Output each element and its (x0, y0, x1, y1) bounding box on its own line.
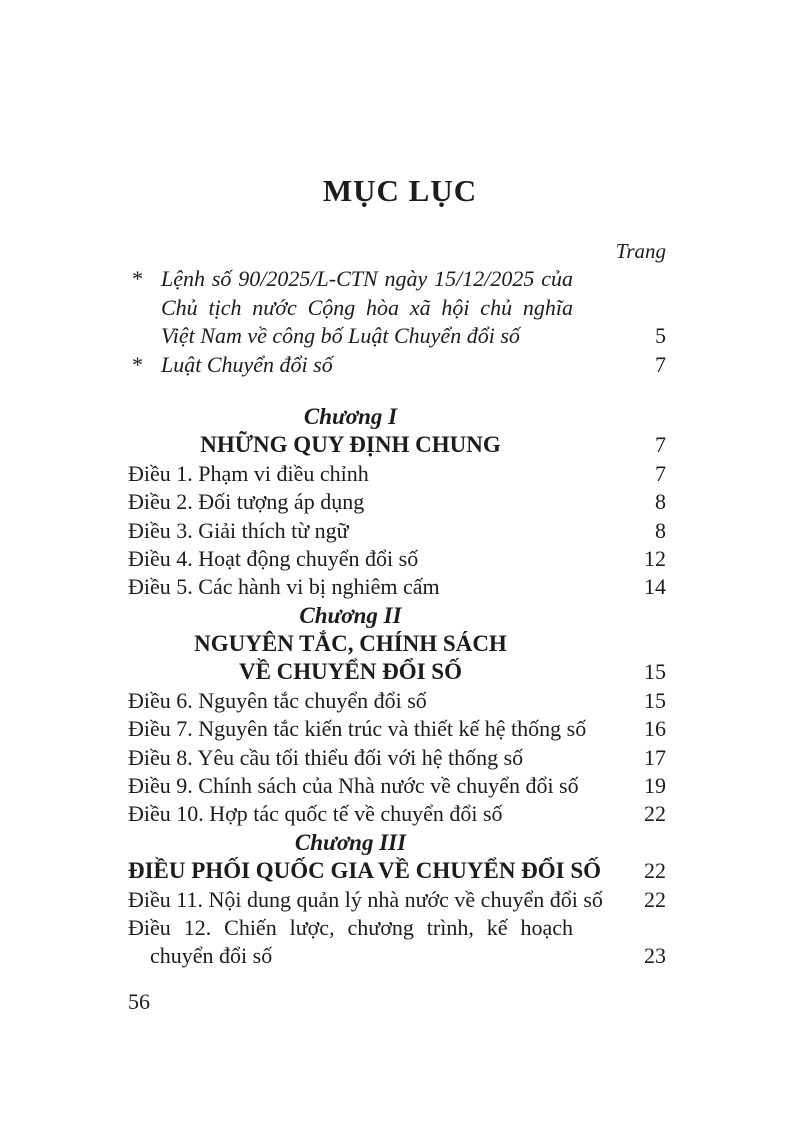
toc-entry-text: Chủ tịch nước Cộng hòa xã hội chủ nghĩa (161, 294, 573, 320)
toc-page-column-header: Trang (615, 239, 666, 263)
toc-entry-text: Lệnh số 90/2025/L-CTN ngày 15/12/2025 của (161, 266, 573, 292)
chapter-title-text: VỀ CHUYỂN ĐỔI SỐ (238, 659, 462, 685)
toc-entry-text: Điều 10. Hợp tác quốc tế về chuyển đổi số (128, 801, 503, 827)
toc-entry (128, 914, 666, 942)
toc-entry (128, 800, 666, 828)
chapter-heading (128, 403, 666, 431)
toc-entry (128, 460, 666, 488)
chapter-title (128, 857, 666, 885)
toc-entry-text: Điều 8. Yêu cầu tối thiểu đối với hệ thống số (128, 744, 524, 770)
toc-entry (128, 687, 666, 715)
toc-entry (128, 351, 666, 379)
page-number: 7 (655, 432, 666, 458)
page-number: 19 (644, 773, 666, 799)
page-number: 23 (644, 943, 666, 969)
toc-entry-text: Điều 1. Phạm vi điều chỉnh (128, 460, 369, 486)
toc-entry-text: Luật Chuyển đổi số (161, 351, 333, 377)
chapter-title-text: NHỮNG QUY ĐỊNH CHUNG (200, 432, 501, 458)
toc-entry-continuation (128, 294, 666, 322)
chapter-title-continuation (128, 658, 666, 686)
toc-entry-text: Điều 11. Nội dung quản lý nhà nước về chuyển đổi số (128, 886, 603, 912)
chapter-title-text: ĐIỀU PHỐI QUỐC GIA VỀ CHUYỂN ĐỔI SỐ (128, 858, 602, 884)
page-number: 8 (655, 517, 666, 543)
toc-entry (128, 886, 666, 914)
page-number: 12 (644, 545, 666, 571)
toc-entry (128, 517, 666, 545)
page-title: MỤC LỤC (322, 172, 478, 208)
toc-entry-continuation (128, 942, 666, 970)
page-number: 14 (644, 574, 666, 600)
toc-entry-text: Việt Nam về công bố Luật Chuyển đổi số (161, 323, 520, 349)
page-number: 15 (644, 659, 666, 685)
page-number: 16 (644, 716, 666, 742)
chapter-heading-text: Chương II (299, 602, 402, 628)
toc-entry (128, 573, 666, 601)
asterisk-marker: * (131, 266, 142, 292)
table-of-contents (128, 237, 666, 971)
folio-page-number: 56 (128, 989, 150, 1014)
page-number: 7 (655, 460, 666, 486)
toc-entry-text: Điều 3. Giải thích từ ngữ (128, 517, 349, 543)
chapter-heading-text: Chương III (294, 829, 407, 855)
page-number: 22 (644, 858, 666, 884)
toc-entry-text: chuyển đổi số (150, 943, 273, 969)
chapter-heading-text: Chương I (303, 403, 398, 429)
page-number: 22 (644, 886, 666, 912)
toc-entry (128, 772, 666, 800)
toc-entry-text: Điều 7. Nguyên tắc kiến trúc và thiết kế hệ thống số (128, 716, 587, 742)
page-number: 7 (655, 351, 666, 377)
toc-entry-text: Điều 9. Chính sách của Nhà nước về chuyển đổi số (128, 773, 579, 799)
toc-entry-text: Điều 4. Hoạt động chuyển đổi số (128, 545, 419, 571)
chapter-heading (128, 602, 666, 630)
chapter-heading (128, 829, 666, 857)
toc-entry (128, 715, 666, 743)
toc-entry (128, 545, 666, 573)
toc-entry-text: Điều 6. Nguyên tắc chuyển đổi số (128, 687, 427, 713)
toc-entry (128, 744, 666, 772)
chapter-title (128, 630, 666, 658)
toc-entry-text: Điều 5. Các hành vi bị nghiêm cấm (128, 574, 440, 600)
chapter-title (128, 431, 666, 459)
page-number: 8 (655, 489, 666, 515)
toc-entry-text: Điều 2. Đối tượng áp dụng (128, 489, 365, 515)
page-number: 5 (655, 323, 666, 349)
chapter-title-text: NGUYÊN TẮC, CHÍNH SÁCH (194, 631, 507, 657)
page-number: 15 (644, 687, 666, 713)
asterisk-marker: * (131, 351, 142, 377)
toc-entry (128, 265, 666, 293)
toc-entry (128, 488, 666, 516)
toc-entry-text: Điều 12. Chiến lược, chương trình, kế hoạch (128, 914, 573, 940)
page-number: 17 (644, 744, 666, 770)
page-number: 22 (644, 801, 666, 827)
toc-entry-continuation (128, 322, 666, 350)
